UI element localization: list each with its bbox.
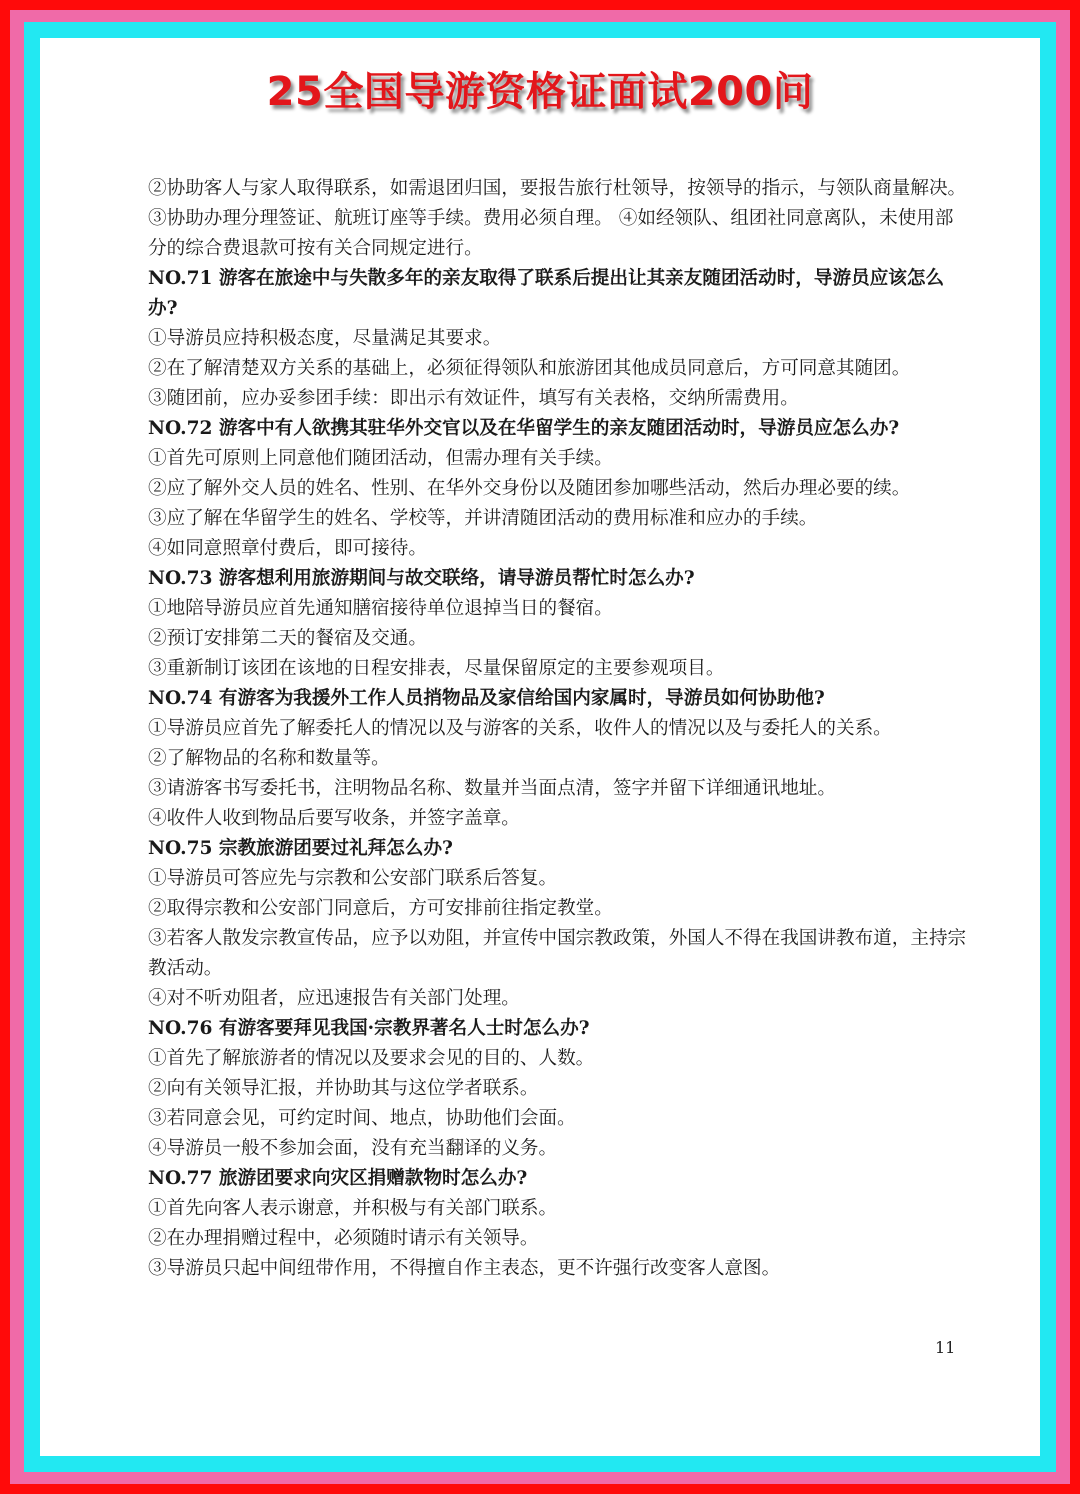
content-body: [148, 174, 968, 1284]
paragraph: ②向有关领导汇报，并协助其与这位学者联系。: [148, 1078, 539, 1099]
paragraph: ①首先向客人表示谢意，并积极与有关部门联系。: [148, 1198, 558, 1219]
question-heading: NO.76 有游客要拜见我国·宗教界著名人士时怎么办?: [148, 1018, 590, 1039]
paragraph: ④收件人收到物品后要写收条，并签字盖章。: [148, 808, 520, 829]
paragraph: ②在办理捐赠过程中，必须随时请示有关领导。: [148, 1228, 539, 1249]
paragraph: ①导游员应持积极态度，尽量满足其要求。: [148, 328, 502, 349]
paragraph: ①导游员可答应先与宗教和公安部门联系后答复。: [148, 868, 558, 889]
document-page: [40, 38, 1040, 1456]
paragraph: ③重新制订该团在该地的日程安排表，尽量保留原定的主要参观项目。: [148, 658, 725, 679]
paragraph: ④对不听劝阻者，应迅速报告有关部门处理。: [148, 988, 520, 1009]
paragraph: ③导游员只起中间纽带作用，不得擅自作主表态，更不许强行改变客人意图。: [148, 1258, 781, 1279]
paragraph: ④如同意照章付费后，即可接待。: [148, 538, 427, 559]
paragraph: ②预订安排第二天的餐宿及交通。: [148, 628, 427, 649]
question-heading: NO.71 游客在旅途中与失散多年的亲友取得了联系后提出让其亲友随团活动时，导游员应该怎么办?: [148, 268, 945, 319]
question-heading: NO.75 宗教旅游团要过礼拜怎么办?: [148, 838, 453, 859]
paragraph: ③随团前，应办妥参团手续：即出示有效证件，填写有关表格，交纳所需费用。: [148, 388, 799, 409]
paragraph: ②协助客人与家人取得联系，如需退团归国，要报告旅行杜领导，按领导的指示，与领队商量解决。: [148, 178, 967, 199]
question-heading: NO.77 旅游团要求向灾区捐赠款物时怎么办?: [148, 1168, 528, 1189]
paragraph: ①地陪导游员应首先通知膳宿接待单位退掉当日的餐宿。: [148, 598, 613, 619]
question-heading: NO.74 有游客为我援外工作人员捎物品及家信给国内家属时，导游员如何协助他?: [148, 688, 825, 709]
paragraph: ②取得宗教和公安部门同意后，方可安排前往指定教堂。: [148, 898, 613, 919]
page-number: 11: [935, 1338, 956, 1357]
paragraph: ①导游员应首先了解委托人的情况以及与游客的关系，收件人的情况以及与委托人的关系。: [148, 718, 892, 739]
paragraph: ①首先了解旅游者的情况以及要求会见的目的、人数。: [148, 1048, 595, 1069]
question-heading: NO.73 游客想利用旅游期间与故交联络，请导游员帮忙时怎么办?: [148, 568, 695, 589]
paragraph: ③若客人散发宗教宣传品，应予以劝阻，并宣传中国宗教政策，外国人不得在我国讲教布道，主持宗教活动。: [148, 928, 967, 979]
paragraph: ④导游员一般不参加会面，没有充当翻译的义务。: [148, 1138, 558, 1159]
paragraph: ③请游客书写委托书，注明物品名称、数量并当面点清，签字并留下详细通讯地址。: [148, 778, 836, 799]
paragraph: ②应了解外交人员的姓名、性别、在华外交身份以及随团参加哪些活动，然后办理必要的续。: [148, 478, 911, 499]
paragraph: ③协助办理分理签证、航班订座等手续。费用必须自理。 ④如经领队、组团社同意离队，未使用部分的综合费退款可按有关合同规定进行。: [148, 208, 954, 259]
page-title: 25全国导游资格证面试200问: [266, 69, 814, 115]
paragraph: ②在了解清楚双方关系的基础上，必须征得领队和旅游团其他成员同意后，方可同意其随团。: [148, 358, 911, 379]
paragraph: ③应了解在华留学生的姓名、学校等，并讲清随团活动的费用标准和应办的手续。: [148, 508, 818, 529]
paragraph: ②了解物品的名称和数量等。: [148, 748, 390, 769]
paragraph: ③若同意会见，可约定时间、地点，协助他们会面。: [148, 1108, 576, 1129]
question-heading: NO.72 游客中有人欲携其驻华外交官以及在华留学生的亲友随团活动时，导游员应怎么办?: [148, 418, 900, 439]
paragraph: ①首先可原则上同意他们随团活动，但需办理有关手续。: [148, 448, 613, 469]
